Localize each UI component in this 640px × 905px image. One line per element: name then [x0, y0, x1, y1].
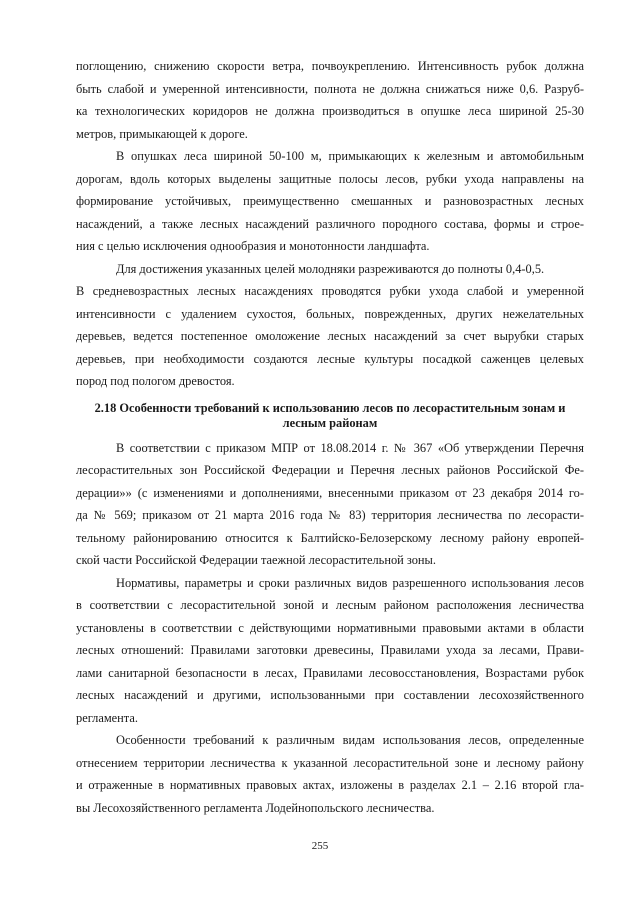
paragraph-2 [76, 145, 584, 258]
text-line: лесорастительных зон Российской Федерации и Перечня лесных районов Российской Фе- [76, 463, 584, 477]
text-line: Для достижения указанных целей молодняки разреживаются до полноты 0,4-0,5. [116, 261, 545, 276]
text-line: В средневозрастных лесных насаждениях проводятся рубки ухода слабой и умеренной [76, 284, 584, 298]
text-line: ния с целью исключения однообразия и монотонности ландшафта. [76, 239, 430, 253]
text-line: регламента. [76, 710, 138, 725]
text-line: Нормативы, параметры и сроки различных видов разрешенного использования лесов [116, 575, 584, 590]
paragraph-4 [76, 437, 584, 572]
text-line: Особенности требований к различным видам использования лесов, определенные [116, 733, 584, 747]
paragraph-3 [76, 258, 584, 393]
text-line: метров, примыкающей к дороге. [76, 126, 248, 141]
text-line: поглощению, снижению скорости ветра, почвоукреплению. Интенсивность рубок должна [76, 59, 584, 73]
text-line: лесных насаждений и другими, использованными при составлении лесохозяйственного [76, 688, 584, 702]
text-line: да № 569; приказом от 21 марта 2016 года № 83) территория лесничества по лесорасти- [76, 508, 584, 522]
text-line: интенсивности с удалением сухостоя, больных, поврежденных, других нежелательных [76, 306, 584, 321]
text-line: деревьев, при необходимости создаются лесные культуры посадкой саженцев целевых [76, 351, 584, 366]
text-line: ка технологических коридоров не должна производиться в опушке леса шириной 25-30 [76, 104, 584, 118]
text-line: насаждений, а также лесных насаждений различного породного состава, формы и строе- [76, 216, 584, 231]
text-line: быть слабой и умеренной интенсивности, полнота не должна снижаться ниже 0,6. Разруб- [76, 81, 584, 96]
text-line: деревьев, ведется постепенное омоложение лесных насаждений за счет вырубки старых [76, 329, 584, 343]
text-line: и отраженные в нормативных правовых актах, изложены в разделах 2.1 – 2.16 второй гла- [76, 778, 584, 792]
page-number: 255 [311, 840, 329, 852]
text-line: В соответствии с приказом МПР от 18.08.2014 г. № 367 «Об утверждении Перечня [116, 440, 584, 455]
text-line: вы Лесохозяйственного регламента Лодейнопольского лесничества. [76, 800, 435, 815]
text-line: формирование устойчивых, преимущественно смешанных и разновозрастных лесных [76, 194, 584, 208]
text-line: В опушках леса шириной 50-100 м, примыкающих к железным и автомобильным [116, 149, 584, 163]
text-line: ской части Российской Федерации таежной лесорастительной зоны. [76, 553, 436, 567]
paragraph-1 [76, 55, 584, 145]
section-heading-line: лесным районам [282, 415, 378, 430]
page-content [76, 55, 584, 819]
text-line: в соответствии с лесорастительной зоной и лесным районом расположения лесничества [76, 598, 584, 612]
text-line: дорогам, вдоль которых выделены защитные полосы лесов, рубки ухода направлены на [76, 171, 584, 186]
text-line: дерации»» (с изменениями и дополнениями, внесенными приказом от 23 декабря 2014 го- [76, 485, 584, 500]
text-line: пород под пологом древостоя. [76, 374, 235, 388]
text-line: отнесением территории лесничества к указанной лесорастительной зоне и лесному району [76, 755, 584, 770]
paragraph-5 [76, 572, 584, 730]
text-line: тельному районированию относится к Балтийско-Белозерскому лесному району европей- [76, 530, 584, 545]
section-heading-line: 2.18 Особенности требований к использованию лесов по лесорастительным зонам и [94, 400, 566, 415]
text-line: лами санитарной безопасности в лесах, Правилами лесовосстановления, Возрастами рубок [76, 665, 584, 680]
text-line: установлены в соответствии с действующими нормативными правовыми актами в области [76, 620, 584, 635]
section-heading [76, 401, 584, 431]
paragraph-6 [76, 729, 584, 819]
text-line: лесных отношений: Правилами заготовки древесины, Правилами ухода за лесами, Прави- [76, 643, 584, 657]
